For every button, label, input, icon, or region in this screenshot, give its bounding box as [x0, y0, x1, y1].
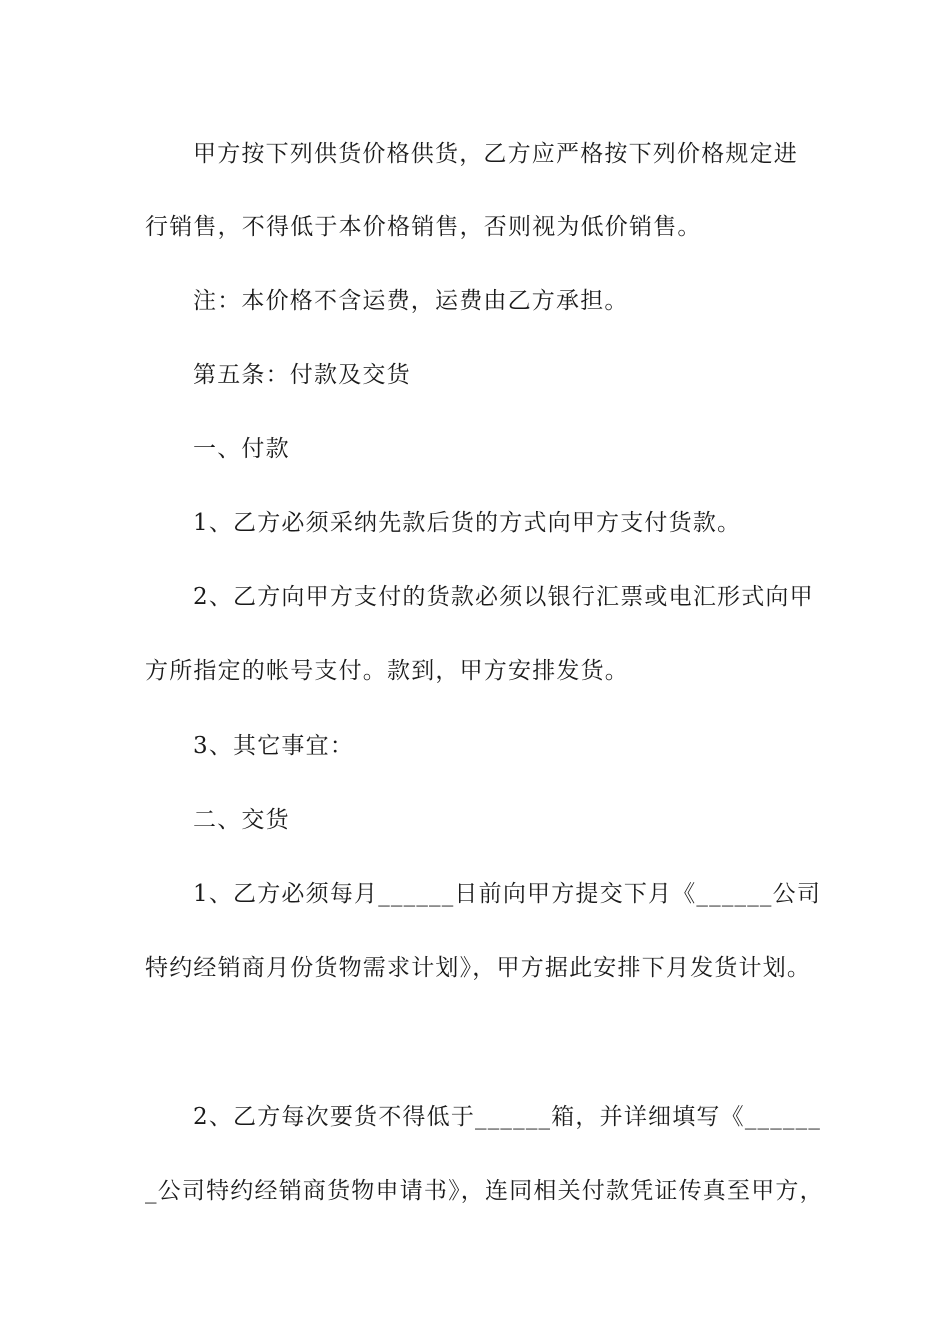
clause-line: 2、乙方向甲方支付的货款必须以银行汇票或电汇形式向甲 [193, 584, 814, 610]
note-line: 注：本价格不含运费，运费由乙方承担。 [193, 288, 629, 314]
clause-line: 2、乙方每次要货不得低于______箱，并详细填写《______ [193, 1104, 822, 1130]
section-heading-payment: 一、付款 [193, 436, 290, 462]
clause-line: 1、乙方必须每月______日前向甲方提交下月《______公司 [193, 881, 822, 907]
section-heading-delivery: 二、交货 [193, 807, 290, 833]
clause-line: _公司特约经销商货物申请书》，连同相关付款凭证传真至甲方， [145, 1178, 824, 1204]
paragraph-line: 甲方按下列供货价格供货，乙方应严格按下列价格规定进 [193, 141, 798, 167]
clause-line: 方所指定的帐号支付。款到，甲方安排发货。 [145, 658, 629, 684]
article-heading: 第五条：付款及交货 [193, 362, 411, 388]
clause-line: 3、其它事宜： [193, 733, 355, 759]
clause-line: 1、乙方必须采纳先款后货的方式向甲方支付货款。 [193, 510, 742, 536]
clause-line: 特约经销商月份货物需求计划》，甲方据此安排下月发货计划。 [145, 955, 812, 981]
paragraph-line: 行销售，不得低于本价格销售，否则视为低价销售。 [145, 214, 702, 240]
